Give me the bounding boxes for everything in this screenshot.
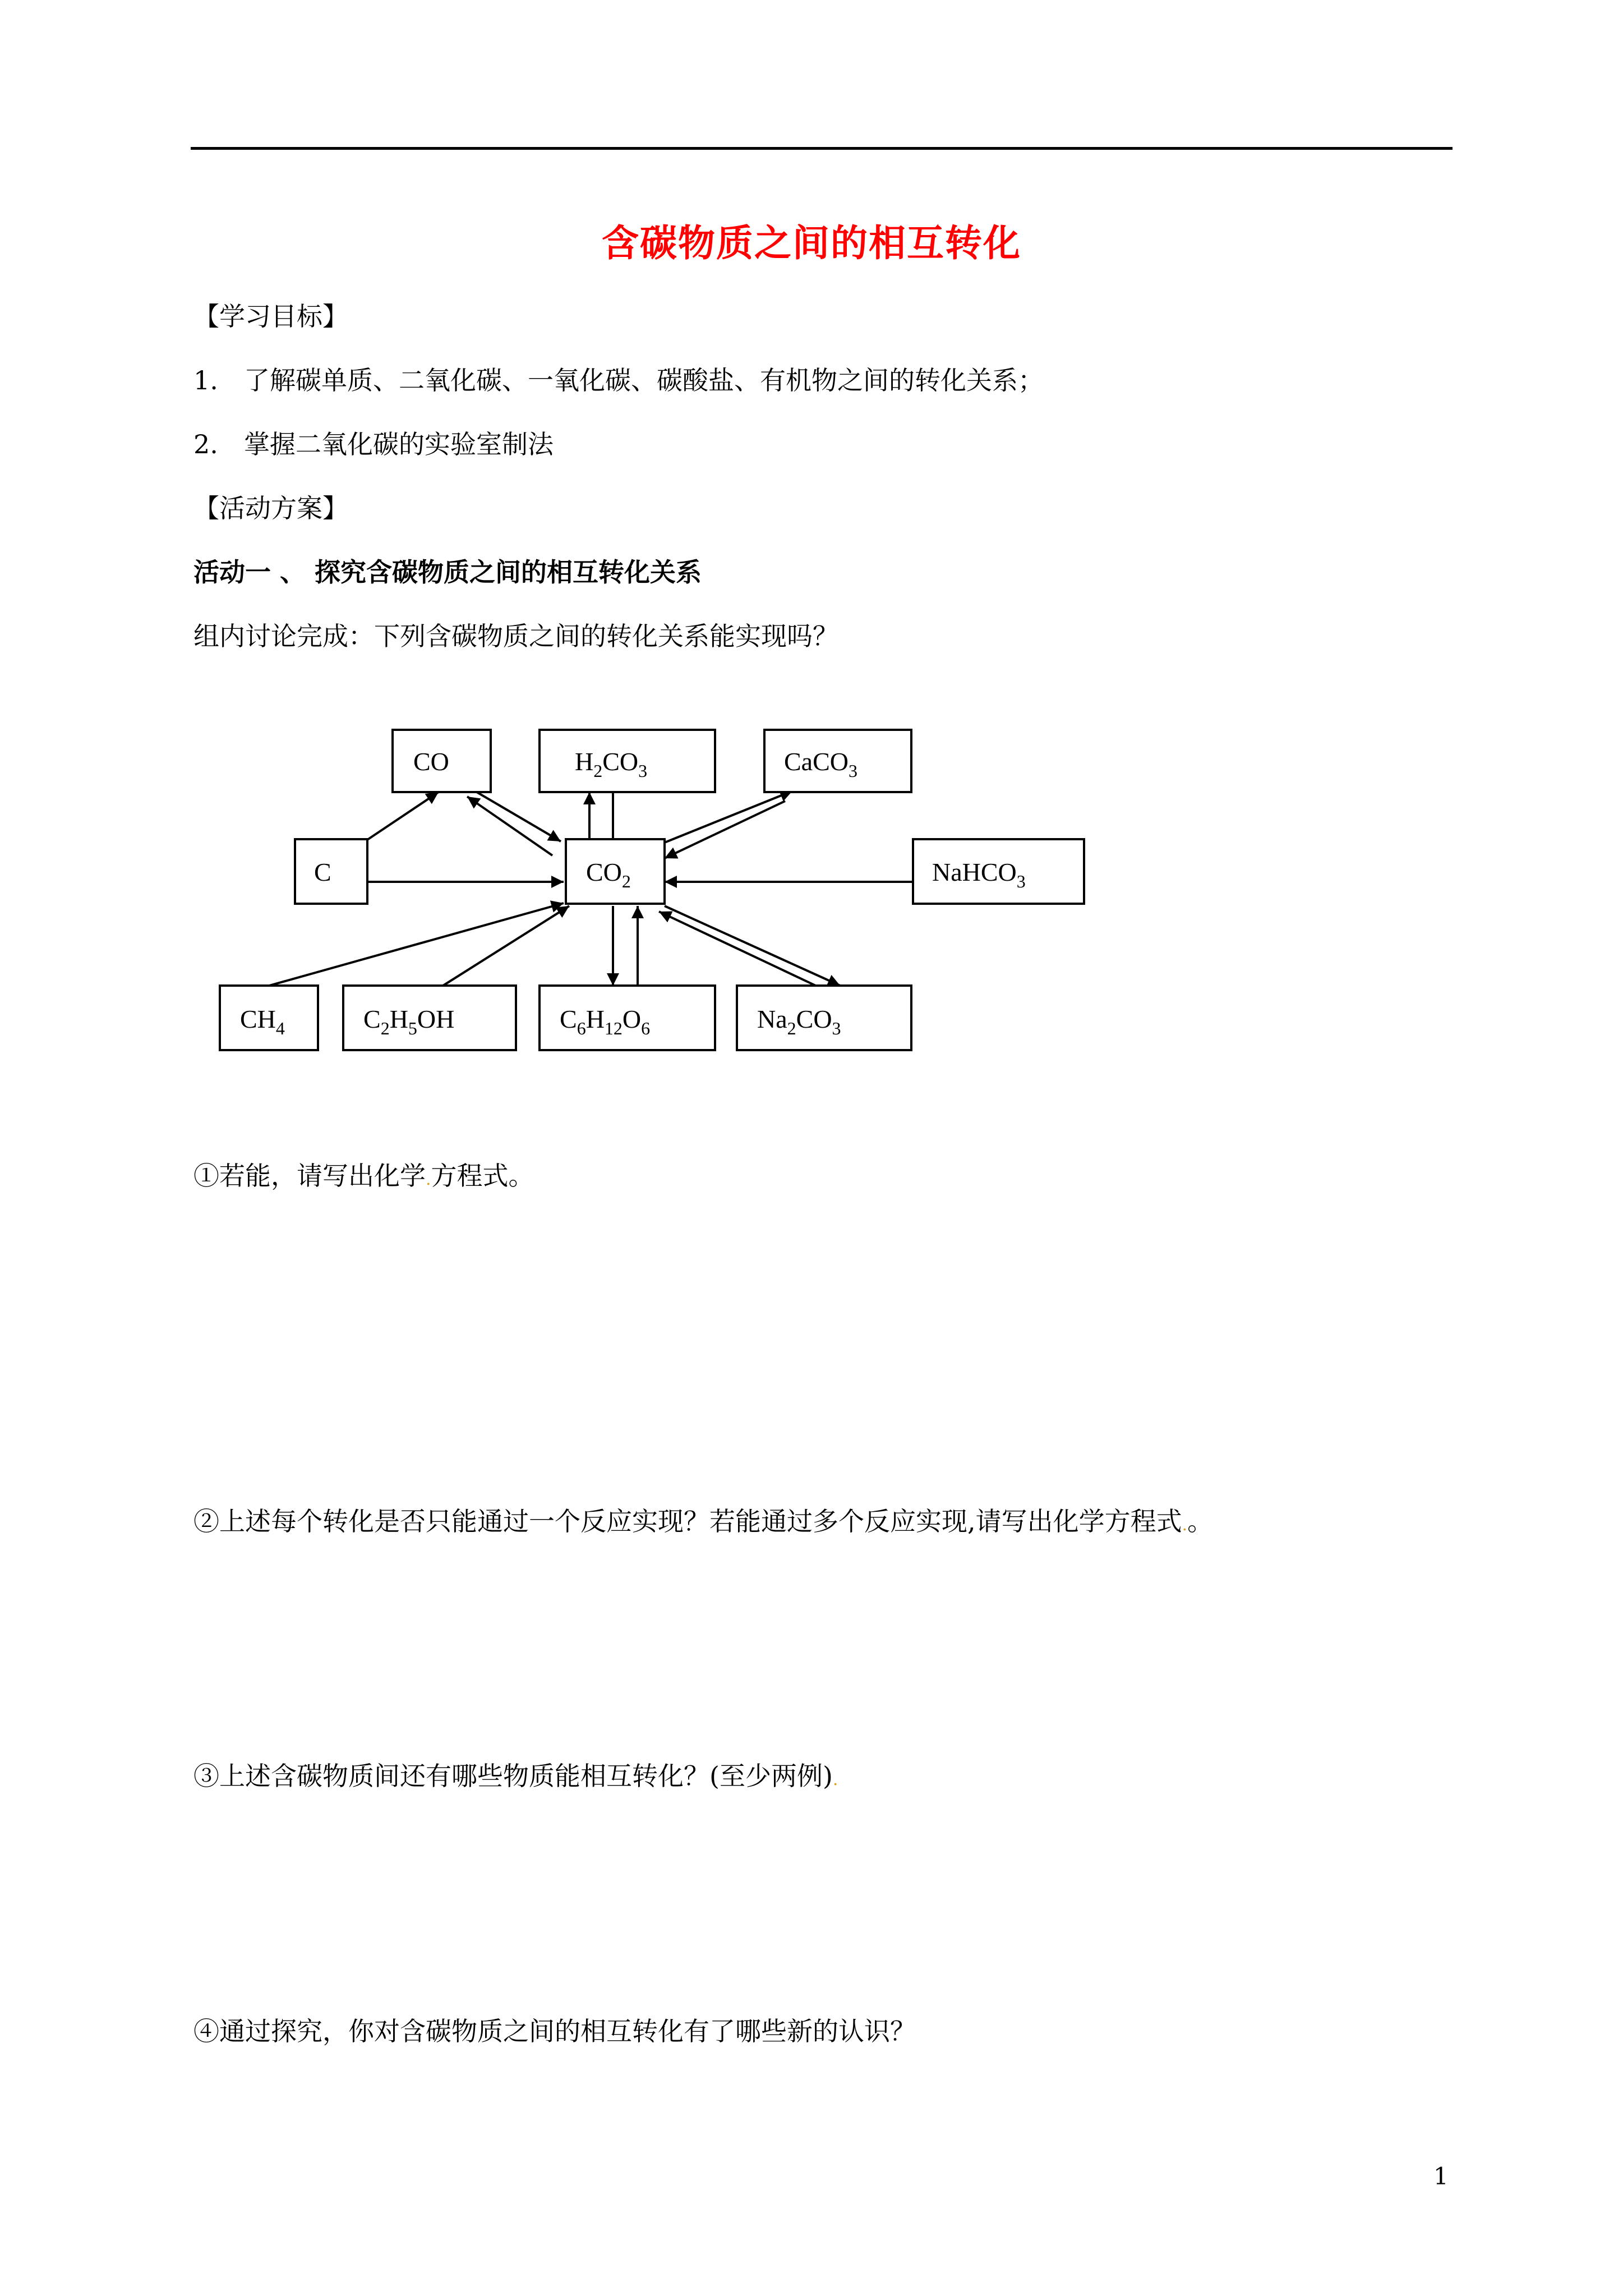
goal-number: 1.: [193, 365, 218, 395]
question-mark: .: [832, 1770, 838, 1789]
arrow-c2h5oh-to-co2: [443, 906, 569, 986]
node-c6h12o6-label: $C_6H_{12}O_6$: [560, 1005, 651, 1038]
question-text-rest: 方程式。: [431, 1161, 534, 1191]
node-caco3-label: CaCO$_3$: [784, 747, 857, 781]
arrow-c-to-co: [367, 792, 439, 840]
arrow-co2-to-co: [467, 797, 552, 855]
question-text: ③上述含碳物质间还有哪些物质能相互转化？(至少两例): [193, 1761, 833, 1791]
node-c-label: C: [314, 858, 331, 886]
arrow-co2-to-caco3: [665, 791, 792, 843]
question-text: ④通过探究，你对含碳物质之间的相互转化有了哪些新的认识？: [193, 2016, 916, 2046]
goal-text: 了解碳单质、二氧化碳、一氧化碳、碳酸盐、有机物之间的转化关系；: [244, 365, 1044, 395]
discussion-prompt: 组内讨论完成：下列含碳物质之间的转化关系能实现吗？: [193, 621, 838, 651]
arrow-co2-to-na2co3: [665, 906, 840, 986]
node-na2co3-label: $Na_2CO_3$: [757, 1005, 841, 1038]
activity-heading: 活动一 、 探究含碳物质之间的相互转化关系: [193, 557, 702, 587]
question-text-rest: 。: [1187, 1506, 1214, 1536]
goal-text: 掌握二氧化碳的实验室制法: [244, 429, 554, 459]
question-mark: .: [1182, 1515, 1188, 1535]
arrow-na2co3-to-co2: [659, 912, 822, 988]
arrow-caco3-to-co2: [665, 801, 785, 858]
node-nahco3-label: NaHCO$_3$: [932, 858, 1026, 891]
question-text: ①若能，请写出化学: [193, 1161, 426, 1191]
question-1: [193, 1156, 534, 1193]
arrow-ch4-to-co2: [269, 903, 564, 986]
question-3: [193, 1756, 838, 1793]
section-goals-heading: 【学习目标】: [193, 301, 348, 332]
section-plan-heading: 【活动方案】: [193, 493, 348, 523]
question-2: [193, 1501, 1213, 1538]
node-h2co3-label: $H_2CO_3$: [575, 747, 648, 781]
question-mark: .: [426, 1170, 431, 1189]
arrow-co-to-co2: [477, 792, 561, 841]
node-c2h5oh-label: $C_2H_5OH$: [363, 1005, 455, 1038]
node-co-label: CO: [413, 747, 449, 776]
page-number: 1: [1433, 2162, 1449, 2190]
page-title: 含碳物质之间的相互转化: [602, 222, 1021, 265]
node-ch4-label: $CH_4$: [240, 1005, 285, 1038]
question-text: ②上述每个转化是否只能通过一个反应实现？若能通过多个反应实现,请写出化学方程式: [193, 1506, 1182, 1536]
question-4: [193, 2011, 916, 2048]
goal-number: 2.: [193, 429, 218, 459]
node-co2-label: $CO_2$: [586, 858, 631, 891]
